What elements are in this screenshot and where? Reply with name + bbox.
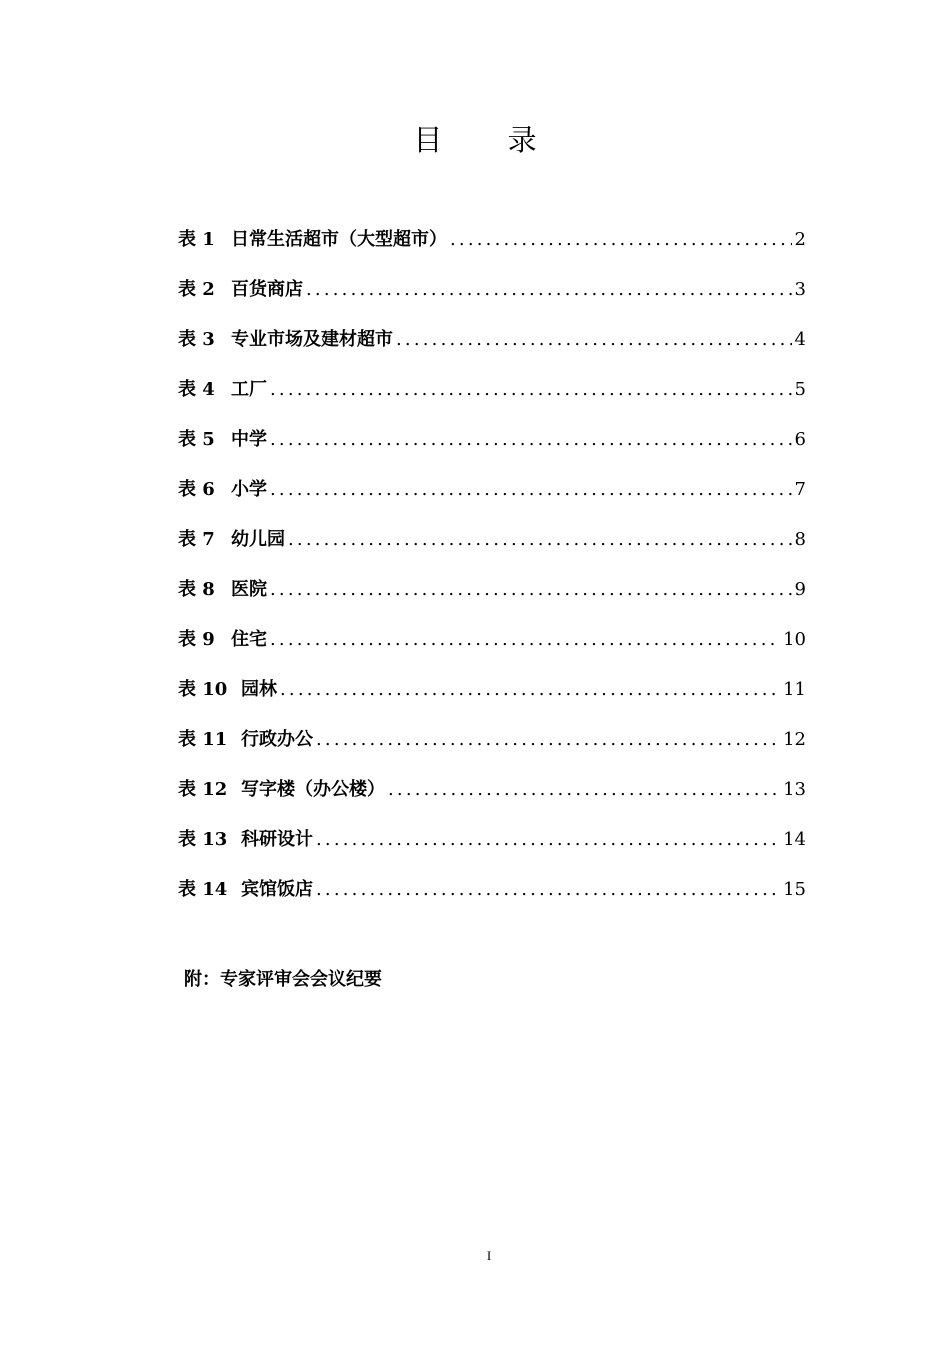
toc-leader-dots (316, 826, 780, 854)
toc-leader-dots (306, 276, 792, 304)
toc-entry-title: 百货商店 (231, 279, 303, 300)
toc-entry-number: 表 9 (178, 629, 215, 650)
toc-entry[interactable] (178, 426, 806, 476)
toc-entry-number: 表 8 (178, 579, 215, 600)
toc-entry[interactable] (178, 826, 806, 876)
toc-entry-page: 5 (794, 379, 806, 400)
toc-entry-page: 11 (783, 679, 806, 700)
toc-leader-dots (316, 726, 780, 754)
toc-entry-title: 科研设计 (241, 829, 313, 850)
toc-leader-dots (270, 376, 792, 404)
toc-entry[interactable] (178, 226, 806, 276)
toc-entry-title: 行政办公 (241, 729, 313, 750)
toc-entry[interactable] (178, 476, 806, 526)
toc-entry[interactable] (178, 626, 806, 676)
toc-leader-dots (288, 526, 792, 554)
toc-entry-page: 4 (794, 329, 806, 350)
toc-entry[interactable] (178, 376, 806, 426)
toc-entry-title: 写字楼（办公楼） (241, 779, 385, 800)
toc-entry-title: 专业市场及建材超市 (231, 329, 393, 350)
toc-leader-dots (316, 876, 780, 904)
toc-entry-page: 3 (794, 279, 806, 300)
toc-entry-page: 2 (794, 229, 806, 250)
toc-entry[interactable] (178, 526, 806, 576)
page-number: I (486, 1248, 492, 1263)
toc-entry-page: 14 (783, 829, 806, 850)
page-title: 目 录 (413, 123, 565, 157)
toc-entry-title: 日常生活超市（大型超市） (231, 229, 447, 250)
toc-entry-page: 13 (783, 779, 806, 800)
toc-entry-title: 中学 (231, 429, 267, 450)
toc-entry-title: 幼儿园 (231, 529, 285, 550)
toc-entry-number: 表 5 (178, 429, 215, 450)
toc-entry-number: 表 6 (178, 479, 215, 500)
toc-entry-title: 园林 (241, 679, 277, 700)
toc-entry-title: 工厂 (231, 379, 267, 400)
toc-entry-title: 宾馆饭店 (241, 879, 313, 900)
toc-entry-page: 9 (794, 579, 806, 600)
toc-entry-number: 表 11 (178, 729, 228, 750)
toc-entry-number: 表 12 (178, 779, 228, 800)
toc-entry-number: 表 4 (178, 379, 215, 400)
toc-entry-page: 10 (783, 629, 806, 650)
toc-leader-dots (270, 426, 792, 454)
toc-entry-page: 15 (783, 879, 806, 900)
toc-leader-dots (270, 476, 792, 504)
toc-entry-number: 表 14 (178, 879, 228, 900)
toc-entry[interactable] (178, 576, 806, 626)
toc-entry-title: 医院 (231, 579, 267, 600)
toc-entry[interactable] (178, 676, 806, 726)
toc-leader-dots (280, 676, 780, 704)
toc-entry-title: 小学 (231, 479, 267, 500)
toc-entry-number: 表 2 (178, 279, 215, 300)
toc-entry-title: 住宅 (231, 629, 267, 650)
toc-entry-number: 表 10 (178, 679, 228, 700)
appendix-note[interactable]: 附：专家评审会会议纪要 (184, 969, 382, 990)
toc-entry-page: 6 (794, 429, 806, 450)
toc-entry[interactable] (178, 726, 806, 776)
toc-leader-dots (450, 226, 792, 254)
toc-entry[interactable] (178, 776, 806, 826)
toc-leader-dots (270, 576, 792, 604)
toc-leader-dots (396, 326, 792, 354)
toc-entry-number: 表 3 (178, 329, 215, 350)
toc-entry-page: 12 (783, 729, 806, 750)
toc-leader-dots (388, 776, 780, 804)
toc-entry-number: 表 13 (178, 829, 228, 850)
toc-leader-dots (270, 626, 780, 654)
toc-entry-page: 8 (794, 529, 806, 550)
toc-entry-page: 7 (794, 479, 806, 500)
toc-entry-number: 表 1 (178, 229, 215, 250)
toc-entry-number: 表 7 (178, 529, 215, 550)
toc-entry[interactable] (178, 326, 806, 376)
toc-entry[interactable] (178, 876, 806, 926)
table-of-contents (178, 226, 806, 926)
toc-entry[interactable] (178, 276, 806, 326)
